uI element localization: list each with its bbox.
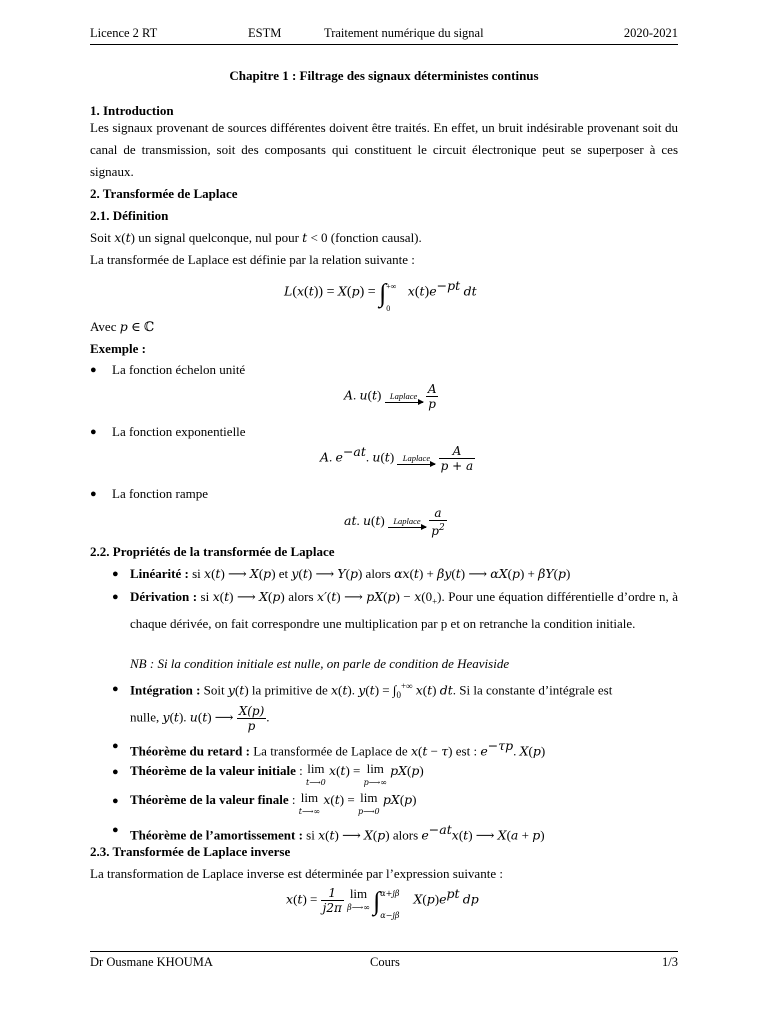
property-integration-line-2: nulle, y(t). u(t) ⟶ $\frac{X(p)}{p}$ . bbox=[130, 704, 270, 733]
text: si bbox=[188, 566, 205, 581]
page-header bbox=[90, 26, 678, 45]
label: Linéarité : bbox=[130, 566, 189, 581]
bullet-icon: ● bbox=[112, 591, 119, 603]
header-year: 2020-2021 bbox=[623, 26, 678, 40]
text: nulle, bbox=[130, 709, 163, 725]
bullet-icon: ● bbox=[112, 740, 119, 752]
text: La transformée de Laplace de bbox=[249, 743, 411, 759]
label: Intégration : bbox=[130, 682, 201, 698]
bullet-icon: ● bbox=[112, 766, 119, 778]
section-2-2-heading: 2.2. Propriétés de la transformée de Laplace bbox=[90, 544, 335, 559]
header-subject: Traitement numérique du signal bbox=[324, 26, 484, 40]
bullet-icon: ● bbox=[112, 795, 119, 807]
header-school: ESTM bbox=[248, 26, 282, 40]
text: alors bbox=[362, 566, 395, 581]
page-footer bbox=[90, 951, 678, 974]
property-delay: Théorème du retard : La transformée de Laplace de x(t − τ) est : $e^{-\tau p}$. X(p) bbox=[130, 738, 546, 759]
text: si bbox=[302, 827, 319, 843]
laplace-arrow-icon: Laplace bbox=[385, 391, 423, 403]
bullet-icon: ● bbox=[112, 683, 119, 695]
footer-type: Cours bbox=[370, 955, 400, 969]
bullet-icon: ● bbox=[90, 364, 97, 376]
section-2-3-heading: 2.3. Transformée de Laplace inverse bbox=[90, 844, 291, 859]
chapter-title: Chapitre 1 : Filtrage des signaux déterministes continus bbox=[229, 68, 539, 83]
laplace-definition-formula: L(x(t)) = X(p) = ∫ +∞ 0 $x(t)e^{-pt}$ dt bbox=[284, 278, 477, 313]
text: un signal quelconque, nul pour bbox=[135, 230, 303, 245]
bullet-icon: ● bbox=[112, 824, 119, 836]
section-2-heading: 2. Transformée de Laplace bbox=[90, 186, 238, 201]
example-3-formula: at. u(t) Laplace $\frac{a}{p^2}$ bbox=[344, 506, 445, 538]
bullet-icon: ● bbox=[112, 568, 119, 580]
example-3-label: La fonction rampe bbox=[112, 486, 209, 501]
laplace-arrow-icon: Laplace bbox=[397, 453, 435, 465]
example-1-label: La fonction échelon unité bbox=[112, 362, 246, 377]
text: si bbox=[197, 589, 213, 604]
inverse-laplace-formula: x(t) = $\frac{1}{j2\pi}$ lim β⟶∞ ∫ α+jβ α−jβ $X(p)e^{pt}$ dp bbox=[286, 885, 479, 921]
example-2-label: La fonction exponentielle bbox=[112, 424, 246, 439]
header-course: Licence 2 RT bbox=[90, 26, 158, 40]
bullet-icon: ● bbox=[90, 426, 97, 438]
text: Soit bbox=[90, 230, 115, 245]
text: et bbox=[275, 566, 292, 581]
text: (fonction causal). bbox=[327, 230, 422, 245]
example-2-formula: A. $e^{-at}$. u(t) Laplace $\frac{A}{p + a}$ bbox=[320, 444, 474, 473]
label: Théorème de l’amortissement : bbox=[130, 827, 303, 843]
text: Avec bbox=[90, 319, 120, 334]
label: Théorème de la valeur finale bbox=[130, 792, 289, 807]
section-2-3-text: La transformation de Laplace inverse est déterminée par l’expression suivante : bbox=[90, 866, 503, 881]
label: Dérivation : bbox=[130, 589, 198, 604]
text: Soit bbox=[200, 682, 228, 698]
bullet-icon: ● bbox=[90, 488, 97, 500]
property-final-value: Théorème de la valeur finale : lim t⟶∞ x(t) = lim p⟶0 pX(p) bbox=[130, 790, 417, 816]
property-initial-value: Théorème de la valeur initiale : lim t⟶0 x(t) = lim p⟶∞ pX(p) bbox=[130, 761, 424, 787]
footer-page-number: 1/3 bbox=[662, 955, 678, 969]
text: alors bbox=[284, 589, 318, 604]
section-1-text: Les signaux provenant de sources différentes doivent être traités. En effet, un bruit indésirable provenant soit du canal de transmission, soit des composants qui constituent le circuit électronique peut se superposer à ces signaux. bbox=[90, 120, 678, 179]
text: . Pour une équation différentielle d’ordre n, à chaque dérivée, on fait correspondre une multiplication par p et on retranche la condition initiale. bbox=[130, 589, 679, 631]
text: . Si la constante d’intégrale est bbox=[452, 682, 613, 698]
property-integration: Intégration : Soit y(t) la primitive de x(t). $y(t) = \int_0^{+\infty}$ x(t) dt. Si la constante d’intégrale est bbox=[130, 681, 613, 700]
text: la primitive de bbox=[248, 682, 331, 698]
label: Théorème de la valeur initiale bbox=[130, 763, 296, 778]
avec-line: Avec p ∈ ℂ bbox=[90, 319, 155, 334]
property-damping: Théorème de l’amortissement : si x(t) ⟶ X(p) alors $e^{-at}x(t)$ ⟶ X(a + p) bbox=[130, 822, 545, 843]
property-linearity: Linéarité : si x(t) ⟶ X(p) et y(t) ⟶ Y(p) alors αx(t) + βy(t) ⟶ αX(p) + βY(p) bbox=[130, 566, 571, 581]
section-1-heading: 1. Introduction bbox=[90, 103, 174, 118]
footer-author: Dr Ousmane KHOUMA bbox=[90, 955, 213, 969]
definition-line-1: Soit x(t) un signal quelconque, nul pour t < 0 (fonction causal). bbox=[90, 230, 422, 245]
text: alors bbox=[389, 827, 422, 843]
section-2-1-heading: 2.1. Définition bbox=[90, 208, 169, 223]
text: est : bbox=[452, 743, 481, 759]
nb-note: NB : Si la condition initiale est nulle, on parle de condition de Heaviside bbox=[130, 656, 510, 671]
property-derivation: Dérivation : si x(t) ⟶ X(p) alors x′(t) ⟶ $pX(p) - x(0_+)$. Pour une équation différentielle d’ordre n, à chaque dérivée, on fait correspondre une multiplication par p et on retranche la condition initiale. bbox=[130, 589, 679, 631]
example-1-formula: A. u(t) Laplace $\frac{A}{p}$ bbox=[344, 382, 437, 411]
label: Théorème du retard : bbox=[130, 743, 250, 759]
definition-line-2: La transformée de Laplace est définie par la relation suivante : bbox=[90, 252, 415, 267]
laplace-arrow-icon: Laplace bbox=[388, 516, 426, 528]
example-heading: Exemple : bbox=[90, 341, 146, 356]
